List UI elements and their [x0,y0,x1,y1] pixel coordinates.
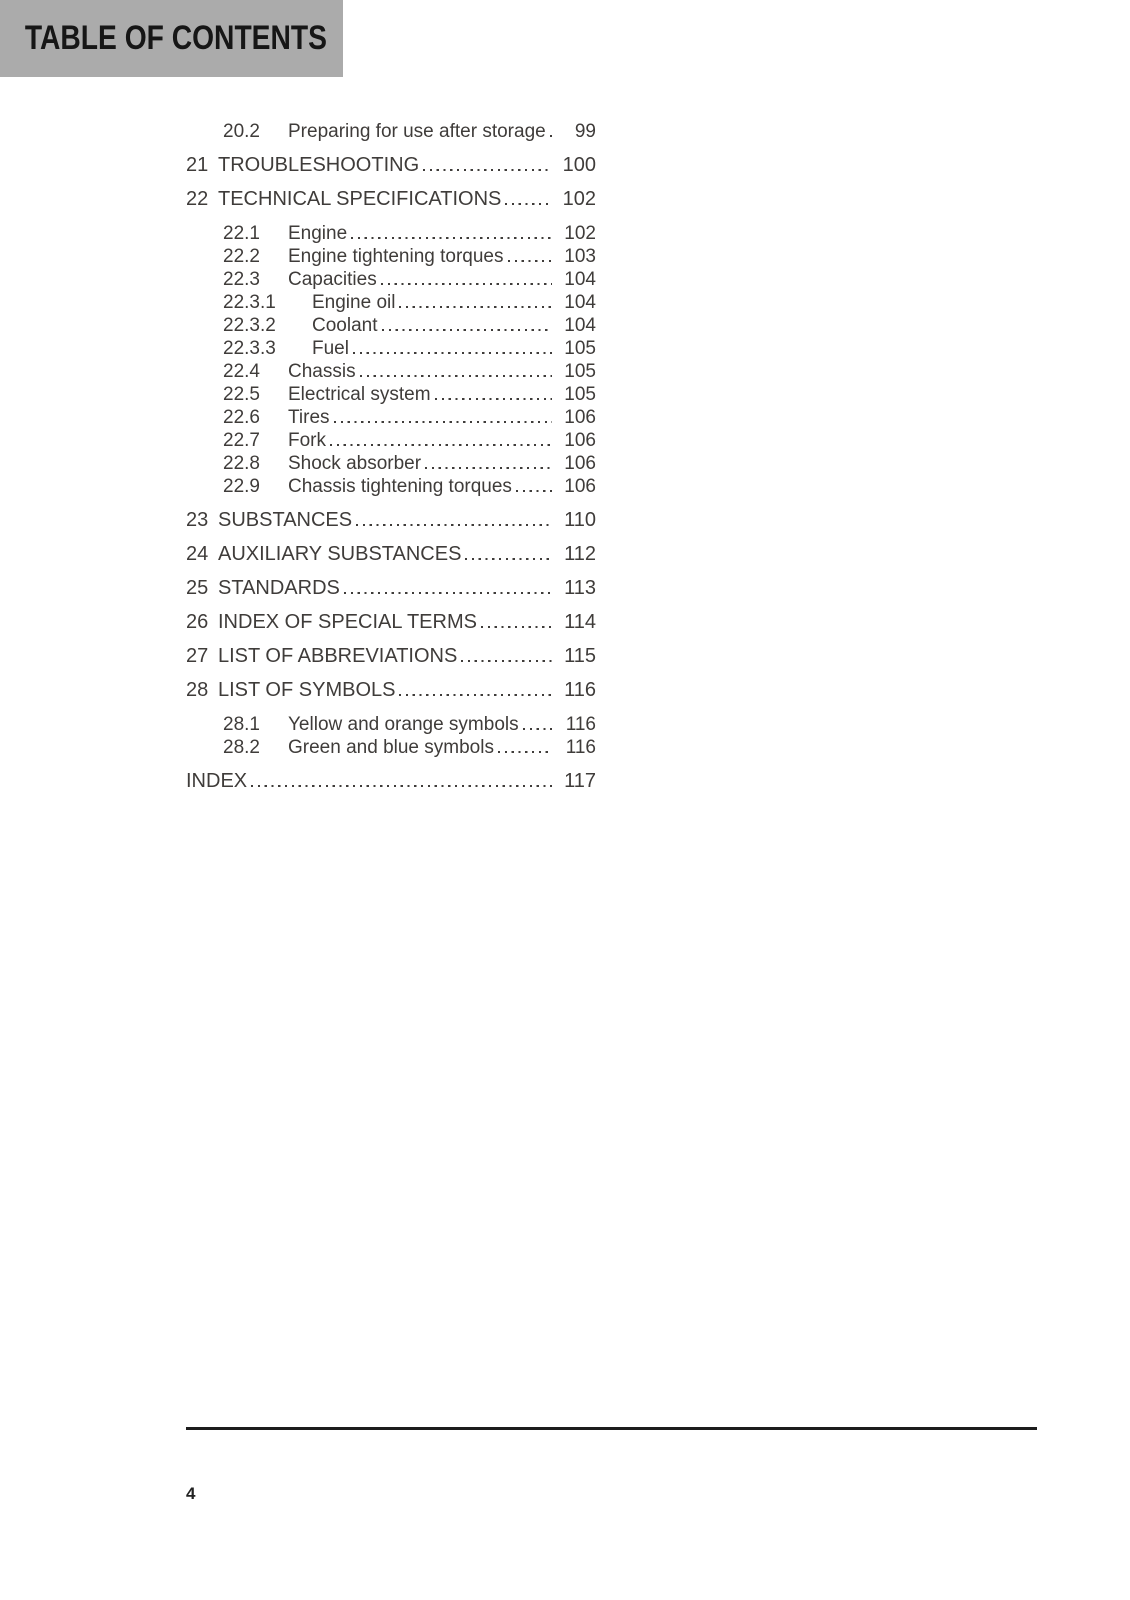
toc-entry-number: 28.1 [223,714,260,735]
toc-entry-page: 105 [564,338,596,359]
toc-entry [186,120,596,143]
toc-entry-title: LIST OF SYMBOLS [218,679,396,701]
toc-entry-title: LIST OF ABBREVIATIONS [218,645,458,667]
toc-dot-leader [481,626,552,628]
toc-entry-page: 115 [564,645,596,667]
toc-entry [186,645,596,668]
toc-entry-title: Electrical system [288,384,431,405]
toc-entry-page: 112 [564,543,596,565]
toc-entry [186,429,596,452]
toc-entry-title: Engine oil [312,292,396,313]
toc-entry-number: 22 [186,188,209,210]
toc-entry-page: 103 [564,246,596,267]
toc-entry-number: 22.4 [223,361,260,382]
toc-dot-leader [508,260,553,262]
toc-entry-title: Chassis tightening torques [288,476,512,497]
toc-entry-number: 23 [186,509,209,531]
toc-entry-page: 106 [564,476,596,497]
toc-entry-number: 22.3.2 [223,315,276,336]
toc-entry-page: 116 [565,714,596,735]
toc-dot-leader [351,237,552,239]
toc-entry [186,736,596,759]
toc-dot-leader [353,352,552,354]
toc-entry-title: TECHNICAL SPECIFICATIONS [218,188,502,210]
toc-entry-page: 116 [565,737,596,758]
toc-entry [186,314,596,337]
toc-dot-leader [330,444,552,446]
toc-entry-number: 20.2 [223,121,260,142]
toc-list [186,120,596,793]
toc-dot-leader [435,398,552,400]
footer-divider [186,1427,1037,1430]
toc-entry-page: 116 [564,679,596,701]
toc-entry-number: 22.8 [223,453,260,474]
toc-entry [186,452,596,475]
toc-entry-number: 27 [186,645,209,667]
toc-entry-number: 25 [186,577,209,599]
toc-entry-title: Capacities [288,269,377,290]
toc-entry-number: 28 [186,679,209,701]
toc-dot-leader [423,169,552,171]
toc-dot-leader [425,467,552,469]
toc-entry-title: TROUBLESHOOTING [218,154,420,176]
toc-entry-title: INDEX [186,770,248,792]
toc-dot-leader [550,135,552,137]
toc-entry-page: 104 [564,269,596,290]
toc-entry-number: 22.6 [223,407,260,428]
toc-entry [186,360,596,383]
toc-entry-page: 99 [574,121,596,142]
toc-entry-page: 110 [564,509,596,531]
toc-entry-number: 22.5 [223,384,260,405]
toc-entry-number: 22.3.3 [223,338,276,359]
toc-entry-page: 106 [564,430,596,451]
toc-entry-title: AUXILIARY SUBSTANCES [218,543,462,565]
toc-entry-page: 104 [564,292,596,313]
toc-entry [186,770,596,793]
toc-entry-title: Tires [288,407,330,428]
toc-entry-page: 106 [564,407,596,428]
toc-entry [186,679,596,702]
toc-entry-page: 113 [564,577,596,599]
toc-dot-leader [399,694,552,696]
toc-entry-title: Preparing for use after storage [288,121,546,142]
toc-entry [186,406,596,429]
toc-entry-title: Coolant [312,315,378,336]
toc-entry-title: Yellow and orange symbols [288,714,519,735]
toc-entry [186,188,596,211]
toc-entry-page: 100 [562,154,596,176]
toc-entry-title: Shock absorber [288,453,422,474]
toc-entry-title: INDEX OF SPECIAL TERMS [218,611,477,633]
toc-entry [186,713,596,736]
toc-entry [186,222,596,245]
header-banner [0,0,343,77]
toc-entry [186,475,596,498]
toc-dot-leader [498,751,552,753]
toc-entry-page: 102 [564,223,596,244]
toc-entry-number: 21 [186,154,209,176]
toc-entry-number: 24 [186,543,209,565]
toc-dot-leader [356,524,552,526]
toc-entry-title: SUBSTANCES [218,509,353,531]
toc-entry-number: 22.3 [223,269,260,290]
toc-dot-leader [465,558,552,560]
toc-entry-title: STANDARDS [218,577,340,599]
toc-entry [186,509,596,532]
toc-entry-title: Fuel [312,338,349,359]
toc-entry [186,337,596,360]
toc-dot-leader [360,375,552,377]
toc-entry-page: 117 [564,770,596,792]
toc-dot-leader [381,283,552,285]
toc-dot-leader [382,329,553,331]
toc-entry-page: 114 [564,611,596,633]
toc-entry [186,291,596,314]
toc-entry [186,611,596,634]
toc-entry-page: 104 [564,315,596,336]
toc-entry-number: 22.3.1 [223,292,276,313]
toc-entry [186,245,596,268]
toc-dot-leader [334,421,552,423]
toc-entry [186,154,596,177]
toc-entry-number: 28.2 [223,737,260,758]
toc-entry [186,268,596,291]
toc-entry-title: Engine tightening torques [288,246,504,267]
toc-entry-page: 105 [564,361,596,382]
toc-entry-title: Engine [288,223,348,244]
toc-entry [186,577,596,600]
toc-dot-leader [461,660,552,662]
toc-entry [186,383,596,406]
toc-entry-number: 22.9 [223,476,260,497]
toc-entry-title: Chassis [288,361,356,382]
toc-dot-leader [523,728,552,730]
footer-page-number: 4 [186,1484,196,1503]
toc-entry-page: 102 [562,188,596,210]
toc-entry-page: 106 [564,453,596,474]
toc-entry-page: 105 [564,384,596,405]
toc-entry-number: 22.7 [223,430,260,451]
toc-entry-number: 22.2 [223,246,260,267]
toc-dot-leader [399,306,552,308]
toc-entry-number: 22.1 [223,223,260,244]
toc-dot-leader [505,203,552,205]
toc-dot-leader [516,490,552,492]
toc-entry [186,543,596,566]
toc-entry-number: 26 [186,611,209,633]
toc-entry-title: Fork [288,430,326,451]
toc-dot-leader [344,592,552,594]
toc-dot-leader [251,785,552,787]
page-title: TABLE OF CONTENTS [24,19,327,57]
toc-entry-title: Green and blue symbols [288,737,494,758]
